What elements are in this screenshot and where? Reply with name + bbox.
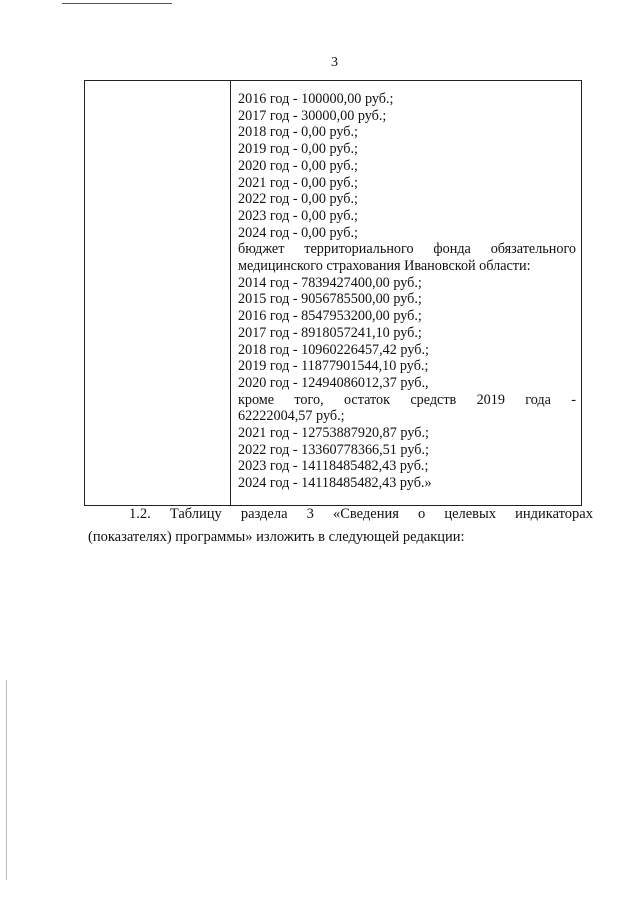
- table-line: 2022 год - 13360778366,51 руб.;: [238, 441, 429, 458]
- table-line: кроме того, остаток средств 2019 года -: [238, 391, 576, 408]
- table-line: 2019 год - 0,00 руб.;: [238, 141, 359, 158]
- table-line: 2024 год - 0,00 руб.;: [238, 224, 359, 241]
- table-line: бюджет территориального фонда обязательного: [238, 241, 576, 258]
- table-line: 2016 год - 8547953200,00 руб.;: [238, 308, 422, 325]
- amendment-paragraph: [88, 503, 593, 549]
- table-line: 2019 год - 11877901544,10 руб.;: [238, 358, 429, 375]
- table-line: 2021 год - 12753887920,87 руб.;: [238, 425, 429, 442]
- table-left-cell: [85, 81, 231, 505]
- table-line: медицинского страхования Ивановской области:: [238, 258, 531, 275]
- table-line: 2020 год - 0,00 руб.;: [238, 157, 359, 174]
- table-line: 2022 год - 0,00 руб.;: [238, 191, 359, 208]
- table-line: 2016 год - 100000,00 руб.;: [238, 91, 394, 107]
- header-rule: [62, 3, 172, 4]
- table-line: 2017 год - 8918057241,10 руб.;: [238, 324, 422, 341]
- table-line: 2017 год - 30000,00 руб.;: [238, 107, 387, 124]
- table-line: 2023 год - 14118485482,43 руб.;: [238, 458, 429, 475]
- table-line: 2014 год - 7839427400,00 руб.;: [238, 274, 422, 291]
- paragraph-line-2: (показателях) программы» изложить в следующей редакции:: [88, 529, 465, 545]
- funding-table: [84, 80, 582, 506]
- table-line: 2015 год - 9056785500,00 руб.;: [238, 291, 422, 308]
- table-line: 2018 год - 10960226457,42 руб.;: [238, 341, 429, 358]
- table-line: 2023 год - 0,00 руб.;: [238, 207, 359, 224]
- table-line: 2021 год - 0,00 руб.;: [238, 174, 359, 191]
- table-line: 2018 год - 0,00 руб.;: [238, 124, 359, 141]
- table-line: 2020 год - 12494086012,37 руб.,: [238, 374, 429, 391]
- table-line: 62222004,57 руб.;: [238, 408, 345, 425]
- table-line: 2024 год - 14118485482,43 руб.»: [238, 475, 432, 492]
- page-number: 3: [331, 55, 338, 70]
- table-right-cell: [238, 91, 576, 492]
- scan-margin-mark: [6, 680, 7, 880]
- paragraph-line-1: 1.2. Таблицу раздела 3 «Сведения о целевых индикаторах: [129, 506, 593, 522]
